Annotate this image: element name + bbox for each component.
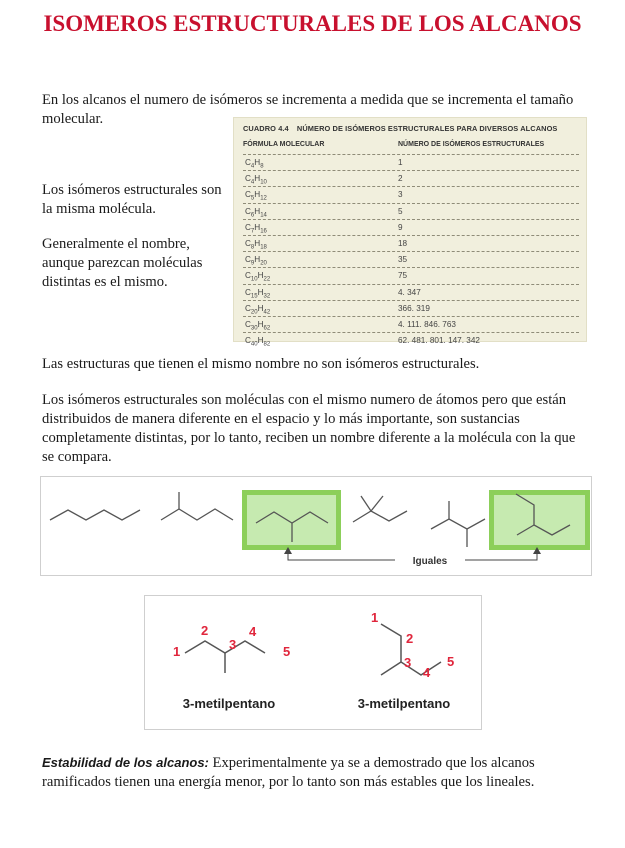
stability-text: Experimentalmente ya se a demostrado que los alcanos ramificados tienen una energía menor, por lo tanto son más estables que los lineales.	[42, 755, 535, 790]
intro-paragraph: En los alcanos el numero de isómeros se incrementa a medida que se incrementa el tamaño molecular.	[42, 92, 574, 127]
molecular-formula: $C_{30}H_{62}$	[245, 319, 271, 332]
table-number: CUADRO 4.4	[243, 124, 289, 133]
table-caption	[243, 124, 557, 133]
carbon-number-left-2: 2	[201, 623, 209, 638]
isomer-count: 2	[398, 174, 403, 184]
hydrogen-count: 32	[263, 293, 271, 300]
isomer-count: 18	[398, 238, 408, 248]
structure-hexane	[50, 510, 140, 520]
carbon-count: 4	[250, 179, 255, 186]
carbon-number-left-3: 3	[229, 637, 237, 652]
hexane-isomers-svg	[41, 477, 591, 575]
numbered-chain-figure	[144, 595, 482, 730]
carbon-count: 30	[250, 325, 258, 332]
table-header	[243, 141, 579, 148]
molecular-formula: $C_{40}H_{82}$	[245, 336, 271, 348]
hydrogen-count: 82	[263, 341, 271, 348]
definition-paragraph: Los isómeros estructurales son moléculas con el mismo numero de átomos pero que están distribuidos de manera diferente en el espacio y lo más importante, son sustancias completamente distintas, por lo tanto, reciben un nombre diferente a la molécula con la que se compara.	[42, 392, 576, 465]
stability-label: Estabilidad de los alcanos:	[42, 755, 209, 770]
table-header-formula: FÓRMULA MOLECULAR	[243, 141, 325, 148]
table-row	[243, 267, 579, 283]
hydrogen-count: 8	[260, 163, 264, 170]
molecular-formula: $C_4H_{10}$	[245, 174, 267, 186]
side-text-same-molecule: Los isómeros estructurales son la misma molécula.	[42, 182, 222, 217]
carbon-count: 20	[250, 309, 258, 316]
structure-2-methylpentane	[161, 492, 233, 520]
highlight-box-right-inner	[494, 495, 585, 545]
table-body	[243, 154, 579, 348]
isomer-count-table	[233, 117, 587, 348]
table-header-count: NÚMERO DE ISÓMEROS ESTRUCTURALES	[398, 141, 545, 148]
isomer-count: 62. 481. 801. 147. 342	[398, 336, 480, 346]
isomer-count: 75	[398, 271, 408, 281]
carbon-count: 15	[250, 293, 258, 300]
structure-2-2-dimethylbutane	[353, 496, 407, 522]
isomer-count: 1	[398, 158, 403, 167]
hydrogen-count: 16	[260, 228, 267, 235]
molecular-formula: $C_{15}H_{32}$	[245, 287, 271, 300]
molecular-formula: $C_{10}H_{22}$	[245, 271, 271, 283]
table-row	[243, 300, 579, 316]
isomer-count: 4. 111. 846. 763	[398, 319, 456, 329]
numbered-chain-svg	[145, 596, 481, 729]
side-text-same-name: Generalmente el nombre, aunque parezcan moléculas distintas es el mismo.	[42, 236, 203, 290]
structure-2-3-dimethylbutane	[431, 501, 485, 547]
carbon-number-left-4: 4	[249, 624, 257, 639]
carbon-count: 7	[250, 228, 255, 235]
hydrogen-count: 12	[260, 196, 267, 203]
isomer-count: 366. 319	[398, 303, 430, 313]
molecular-formula: $C_5H_{12}$	[245, 190, 267, 203]
hydrogen-count: 20	[260, 260, 267, 267]
structure-left-3-methylpentane	[185, 641, 265, 673]
carbon-number-right-2: 2	[406, 631, 414, 646]
carbon-count: 40	[250, 341, 258, 348]
stability-paragraph	[42, 753, 587, 792]
equal-label: Iguales	[412, 556, 448, 567]
carbon-number-left-1: 1	[173, 644, 181, 659]
carbon-number-right-5: 5	[447, 654, 455, 669]
same-name-paragraph: Las estructuras que tienen el mismo nombre no son isómeros estructurales.	[42, 356, 480, 372]
carbon-number-right-1: 1	[371, 610, 379, 625]
hexane-isomers-figure	[40, 476, 592, 576]
table-row	[243, 203, 579, 219]
carbon-count: 4	[250, 163, 255, 170]
isomer-count: 5	[398, 206, 403, 216]
molecular-formula: $C_{20}H_{42}$	[245, 303, 271, 316]
table-row	[243, 219, 579, 235]
table-row	[243, 284, 579, 300]
hydrogen-count: 42	[263, 309, 271, 316]
molecular-formula: $C_9H_{20}$	[245, 255, 267, 267]
isomer-count: 35	[398, 255, 408, 265]
hydrogen-count: 14	[260, 212, 267, 219]
table-row	[243, 251, 579, 267]
page-title: ISOMEROS ESTRUCTURALES DE LOS ALCANOS	[43, 11, 582, 36]
isomer-count: 3	[398, 190, 403, 200]
table-row	[243, 235, 579, 251]
hydrogen-count: 22	[263, 276, 271, 283]
molecular-formula: $C_6H_{14}$	[245, 206, 267, 219]
carbon-count: 6	[250, 212, 255, 219]
carbon-count: 9	[250, 260, 255, 267]
carbon-number-left-5: 5	[283, 644, 291, 659]
carbon-number-right-3: 3	[404, 655, 412, 670]
table-caption-text: NÚMERO DE ISÓMEROS ESTRUCTURALES PARA DIVERSOS ALCANOS	[296, 124, 558, 133]
right-structure-name: 3-metilpentano	[357, 696, 451, 711]
table-row	[243, 186, 579, 202]
table-row	[243, 154, 579, 170]
table-row	[243, 170, 579, 186]
hydrogen-count: 18	[260, 244, 267, 251]
left-structure-name: 3-metilpentano	[182, 696, 276, 711]
carbon-number-right-4: 4	[423, 665, 431, 680]
isomer-count: 9	[398, 222, 403, 232]
molecular-formula: $C_4H_8$	[245, 158, 264, 170]
hydrogen-count: 62	[263, 325, 271, 332]
molecular-formula: $C_8H_{18}$	[245, 238, 267, 251]
carbon-count: 8	[250, 244, 255, 251]
isomer-count: 4. 347	[398, 287, 421, 297]
carbon-count: 5	[250, 196, 255, 203]
carbon-count: 10	[250, 276, 258, 283]
molecular-formula: $C_7H_{16}$	[245, 222, 267, 235]
table-row	[243, 316, 579, 332]
hydrogen-count: 10	[260, 179, 267, 186]
table-row	[243, 332, 579, 348]
